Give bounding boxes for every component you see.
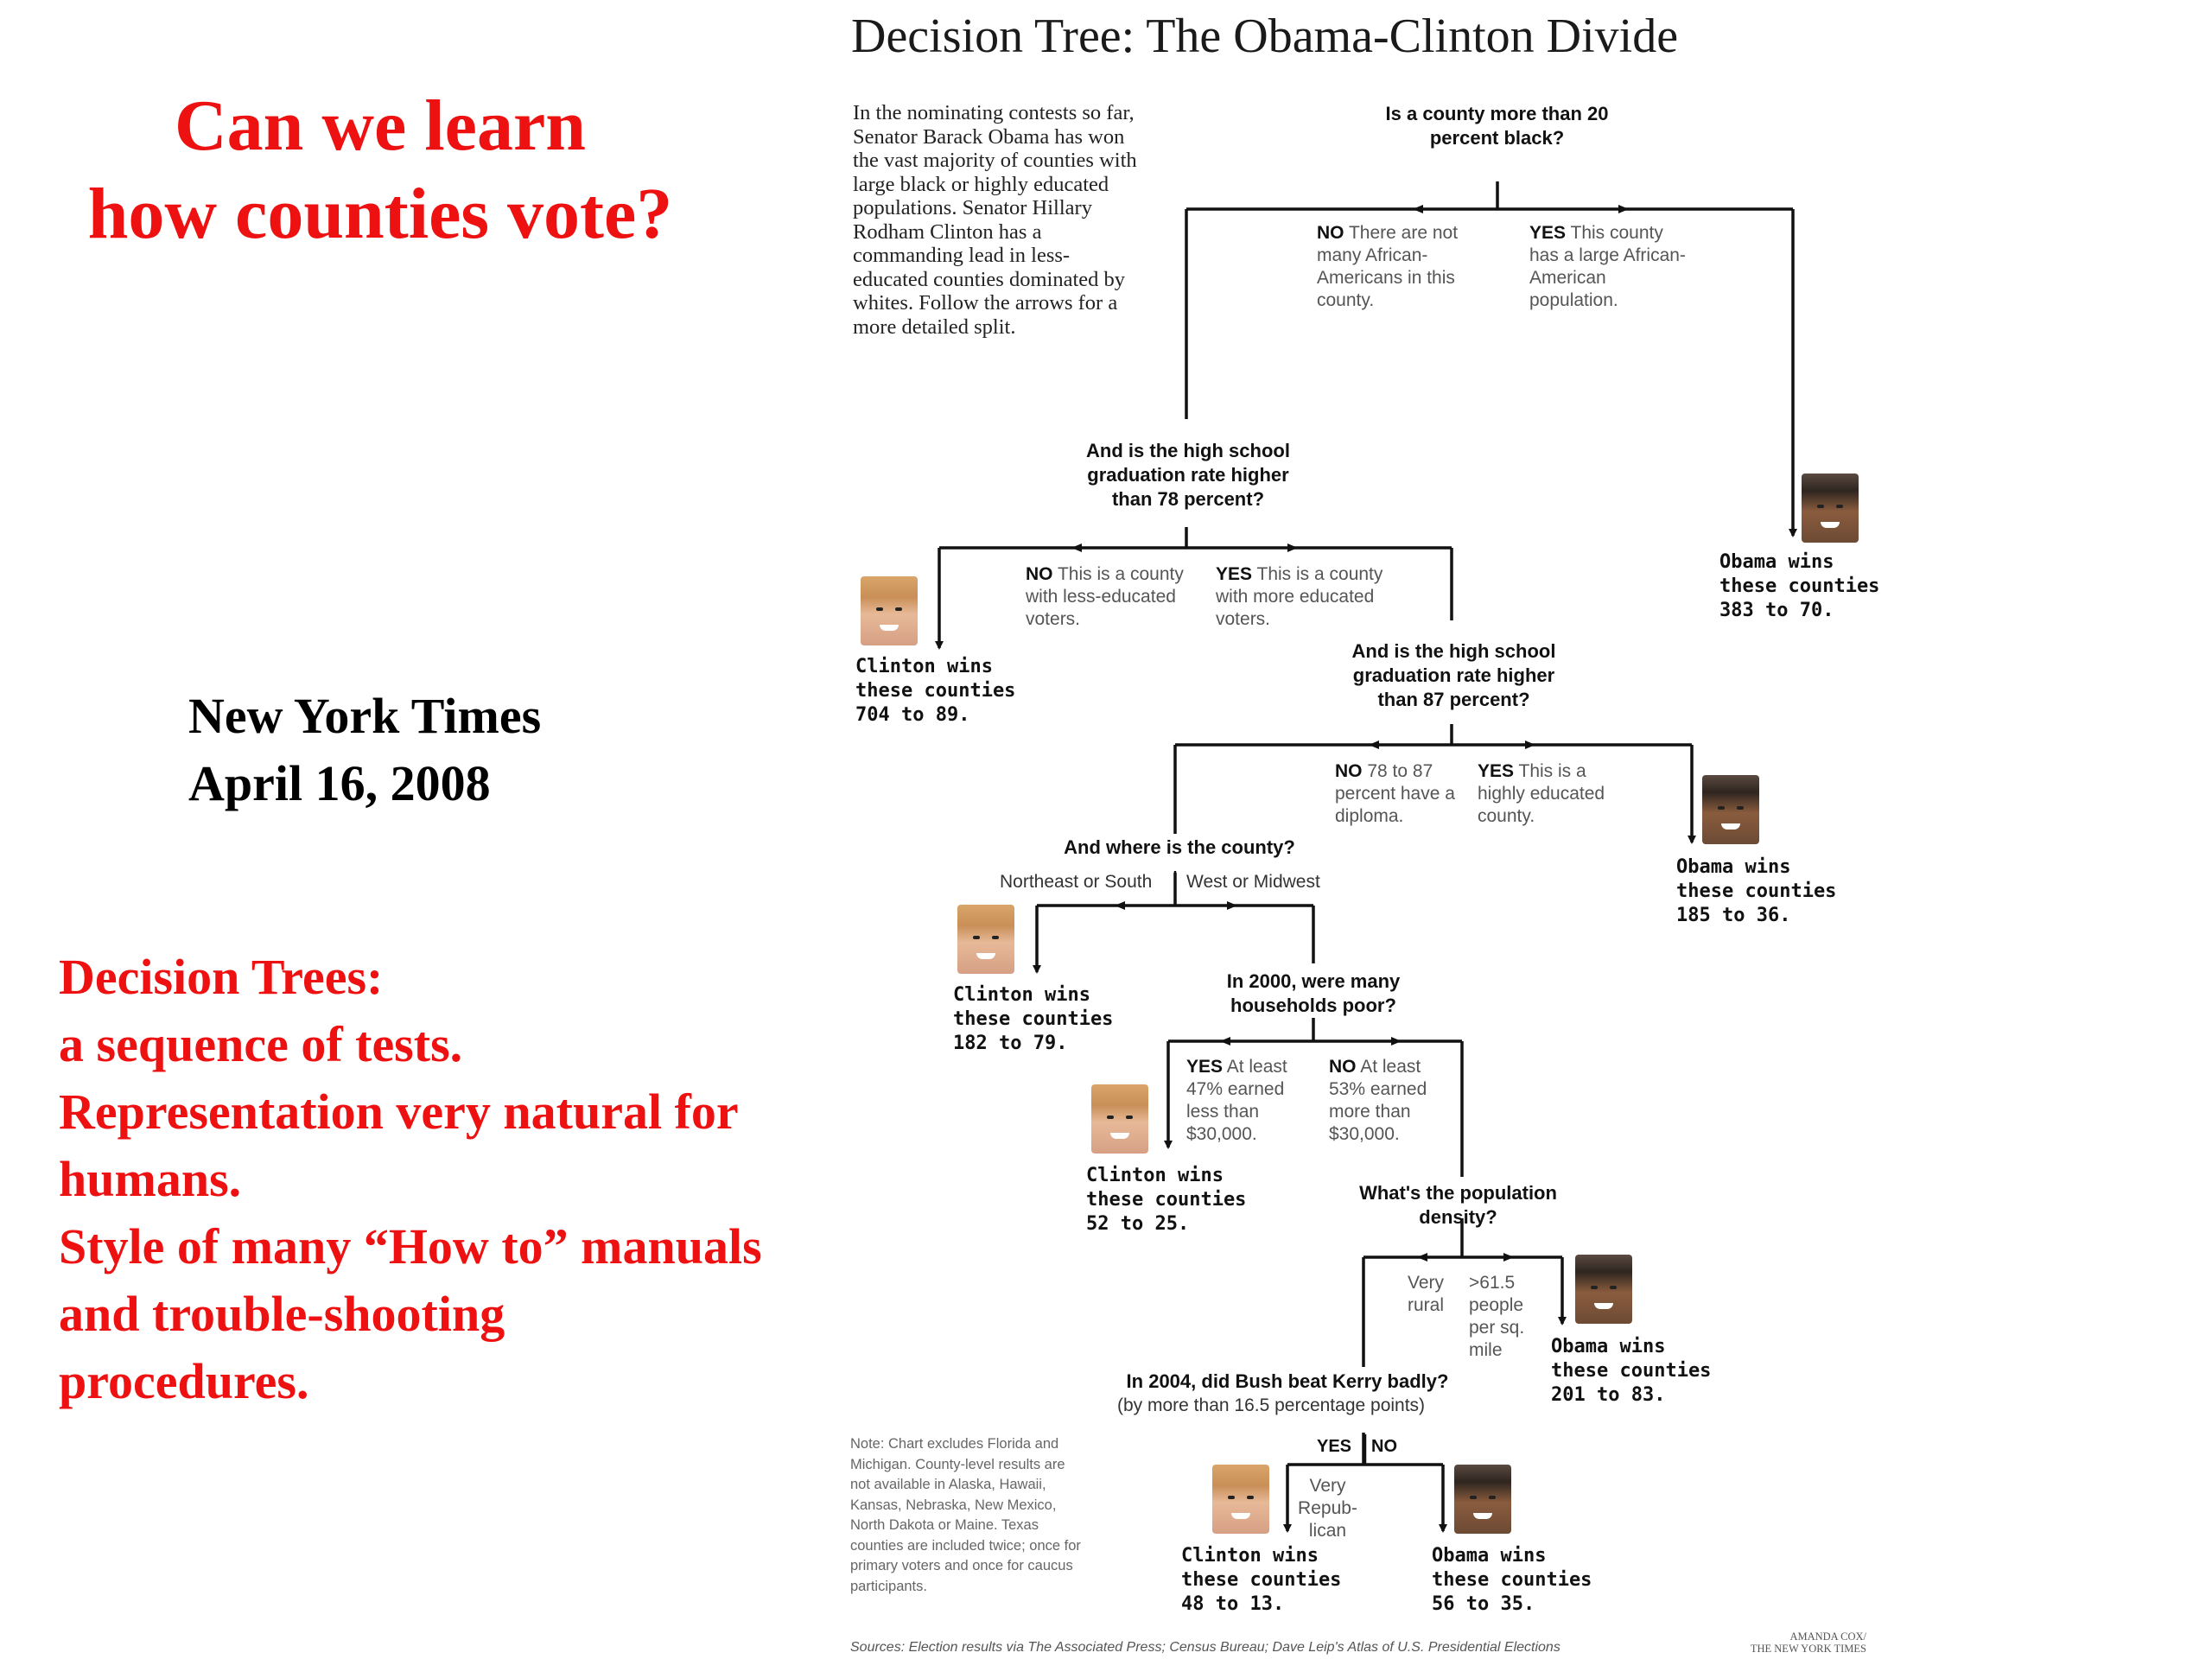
outcome-clinton-48: [1181, 1544, 1341, 1617]
branch-text: At least 53% earned more than $30,000.: [1329, 1057, 1427, 1144]
branch-label: YES: [1216, 564, 1253, 584]
branch-label: NO: [1026, 564, 1053, 584]
obama-photo: [1575, 1255, 1632, 1324]
clinton-photo: [1091, 1084, 1148, 1154]
obama-photo: [1802, 474, 1859, 543]
figure-sources: Sources: Election results via The Associated Press; Census Bureau; Dave Leip's Atlas of U.S. Presidential Elections: [850, 1640, 1560, 1655]
branch-no-q5: [1329, 1056, 1450, 1146]
branch-text: 78 to 87 percent have a diploma.: [1335, 761, 1455, 826]
slide-title-line-2: how counties vote?: [87, 174, 673, 254]
branch-yes-q2: [1216, 563, 1389, 631]
branch-text: There are not many African-Americans in this county.: [1317, 223, 1459, 310]
branch-label: NO: [1329, 1057, 1357, 1077]
branch-west-midwest: West or Midwest: [1186, 872, 1320, 892]
branch-yes-q3: [1478, 760, 1637, 828]
branch-label: NO: [1335, 761, 1363, 781]
arrowhead-marker: [1391, 1037, 1402, 1046]
outcome-winner: Obama wins: [1551, 1336, 1666, 1357]
bullet-line: and trouble-shooting: [59, 1286, 505, 1342]
bullet-line: a sequence of tests.: [59, 1016, 463, 1072]
branch-no-q2: [1026, 563, 1211, 631]
branch-yes-q1: [1529, 222, 1694, 312]
clinton-photo: [1212, 1465, 1269, 1534]
outcome-label: these counties: [855, 680, 1016, 702]
branch-no-q7: NO: [1371, 1437, 1397, 1456]
clinton-photo: [957, 905, 1014, 974]
outcome-score: 704 to 89.: [855, 704, 970, 726]
arrowhead-marker: [1369, 741, 1379, 749]
outcome-clinton-704: [855, 655, 1015, 728]
branch-dense: >61.5 people per sq. mile: [1469, 1273, 1525, 1360]
branch-no-q1: [1317, 222, 1472, 312]
branch-label: YES: [1186, 1057, 1224, 1077]
branch-text: This is a county with more educated voters.: [1216, 564, 1383, 629]
branch-very-rural: Very rural: [1407, 1273, 1445, 1315]
arrowhead-marker: [1227, 901, 1237, 910]
branch-very-republican: Very Repub-lican: [1298, 1476, 1357, 1541]
arrowhead-marker: [1115, 901, 1125, 910]
question-bush-kerry-sub: (by more than 16.5 percentage points): [1117, 1395, 1426, 1415]
arrowhead-marker: [1220, 1037, 1230, 1046]
question-population-density: What's the population density?: [1359, 1182, 1557, 1228]
branch-yes-q7: YES: [1317, 1437, 1352, 1456]
question-poverty: In 2000, were many households poor?: [1226, 970, 1401, 1016]
branch-text: This is a county with less-educated voters.: [1026, 564, 1184, 629]
outcome-winner: Clinton wins: [953, 984, 1090, 1006]
bullet-line: Style of many “How to” manuals: [59, 1218, 762, 1274]
credit-author: AMANDA COX/: [1789, 1630, 1866, 1643]
figure-credit: [1728, 1630, 1866, 1655]
arrowhead-marker: [1413, 205, 1423, 213]
credit-publication: THE NEW YORK TIMES: [1750, 1643, 1866, 1655]
outcome-winner: Obama wins: [1719, 551, 1834, 573]
outcome-clinton-52: [1086, 1164, 1246, 1236]
arrowhead-marker: [1071, 543, 1082, 552]
branch-no-q3: [1335, 760, 1460, 828]
outcome-score: 185 to 36.: [1676, 905, 1791, 926]
obama-photo: [1454, 1465, 1511, 1534]
figure-intro: In the nominating contests so far, Senator Barack Obama has won the vast majority of counties with large black or highly educated populations. Senator Hillary Rodham Clinton has a commanding lead in less-educated counties dominated by whites. Follow the arrows for a more detailed split.: [853, 101, 1137, 339]
arrowhead-marker: [1503, 1253, 1514, 1262]
outcome-winner: Obama wins: [1676, 856, 1791, 878]
outcome-obama-56: [1432, 1544, 1592, 1617]
question-bush-kerry: In 2004, did Bush beat Kerry badly?: [1126, 1370, 1449, 1392]
bullet-line: humans.: [59, 1151, 242, 1207]
slide-title-line-1: Can we learn: [175, 86, 586, 166]
arrowhead-marker: [1287, 543, 1298, 552]
outcome-score: 48 to 13.: [1181, 1593, 1285, 1615]
outcome-clinton-182: [953, 983, 1113, 1056]
source-date: April 16, 2008: [188, 755, 491, 811]
arrowhead-marker: [1618, 205, 1629, 213]
outcome-obama-201: [1551, 1335, 1711, 1408]
branch-text: This is a highly educated county.: [1478, 761, 1605, 826]
outcome-winner: Clinton wins: [1181, 1545, 1319, 1567]
branch-northeast-south: Northeast or South: [1000, 872, 1153, 892]
question-grad-rate-78: And is the high school graduation rate higher than 78 percent?: [1086, 440, 1290, 510]
bullet-line: Representation very natural for: [59, 1084, 739, 1140]
figure-title: Decision Tree: The Obama-Clinton Divide: [851, 10, 1679, 63]
question-black-population: Is a county more than 20 percent black?: [1385, 103, 1609, 149]
outcome-winner: Clinton wins: [1086, 1165, 1224, 1186]
outcome-winner: Clinton wins: [855, 656, 993, 677]
bullet-line: procedures.: [59, 1353, 309, 1409]
branch-label: YES: [1478, 761, 1515, 781]
outcome-score: 383 to 70.: [1719, 600, 1834, 621]
outcome-score: 201 to 83.: [1551, 1384, 1666, 1406]
outcome-score: 182 to 79.: [953, 1033, 1068, 1054]
outcome-winner: Obama wins: [1432, 1545, 1547, 1567]
obama-photo: [1702, 775, 1759, 844]
branch-yes-q5: [1186, 1056, 1307, 1146]
bullet-line: Decision Trees:: [59, 949, 384, 1005]
clinton-photo: [861, 576, 918, 645]
branch-label: YES: [1529, 223, 1567, 243]
question-region: And where is the county?: [1064, 836, 1295, 858]
outcome-label: these counties: [1086, 1189, 1247, 1211]
branch-label: NO: [1317, 223, 1344, 243]
figure-note: Note: Chart excludes Florida and Michigan. County-level results are not available in Alaska, Hawaii, Kansas, Nebraska, New Mexico, North Dakota or Maine. Texas counties are included twice; once for primary voters and once for caucus participants.: [850, 1436, 1081, 1594]
outcome-score: 56 to 35.: [1432, 1593, 1535, 1615]
outcome-label: these counties: [1551, 1360, 1712, 1382]
outcome-label: these counties: [1432, 1569, 1592, 1591]
question-grad-rate-87: And is the high school graduation rate higher than 87 percent?: [1351, 640, 1556, 710]
branch-text: This county has a large African-American population.: [1529, 223, 1686, 310]
outcome-obama-185: [1676, 855, 1836, 928]
branch-text: At least 47% earned less than $30,000.: [1186, 1057, 1287, 1144]
arrowhead-marker: [1417, 1253, 1427, 1262]
outcome-score: 52 to 25.: [1086, 1213, 1190, 1235]
outcome-label: these counties: [1719, 575, 1880, 597]
source-publication: New York Times: [188, 688, 542, 744]
outcome-label: these counties: [1676, 880, 1837, 902]
arrowhead-marker: [1525, 741, 1535, 749]
outcome-label: these counties: [1181, 1569, 1342, 1591]
outcome-obama-383: [1719, 550, 1879, 623]
outcome-label: these counties: [953, 1008, 1114, 1030]
